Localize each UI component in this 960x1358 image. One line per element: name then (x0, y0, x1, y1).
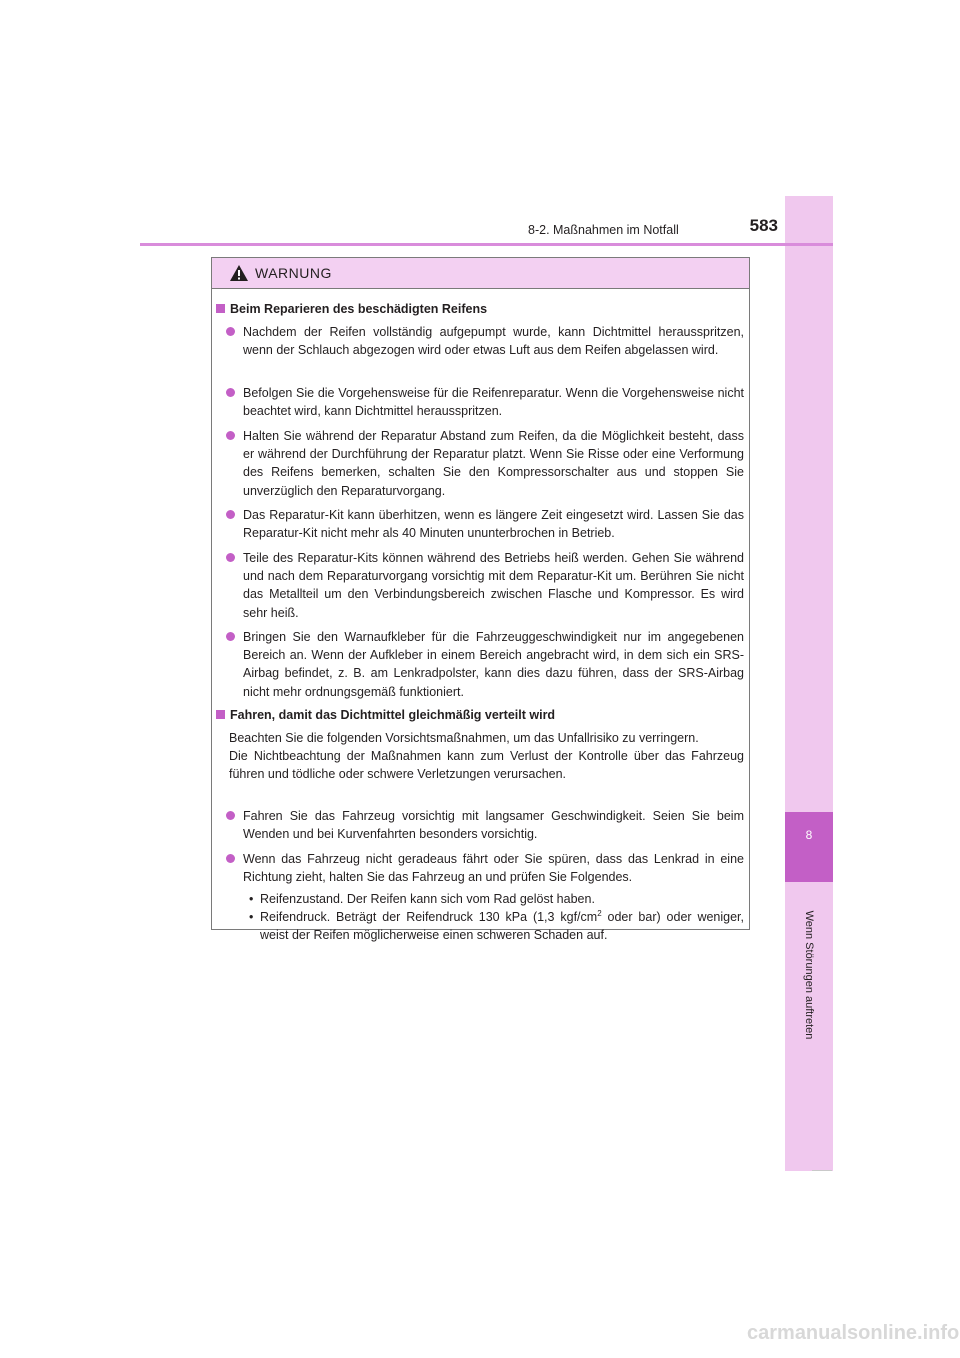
section-title: 8-2. Maßnahmen im Notfall (528, 223, 679, 237)
bullet-icon (226, 388, 235, 397)
intro-paragraph: Die Nichtbeachtung der Maßnahmen kann zum Verlust der Kontrolle über das Fahrzeug führen und tödliche oder schwere Verletzungen verursachen. (229, 749, 744, 782)
intro-paragraph: Beachten Sie die folgenden Vorsichtsmaßnahmen, um das Unfallrisiko zu verringern. (229, 731, 699, 745)
chapter-number: 8 (805, 828, 813, 842)
warning-title: WARNUNG (255, 265, 332, 281)
section-heading-driving: Fahren, damit das Dichtmittel gleichmäßig verteilt wird (216, 706, 555, 724)
square-bullet-icon (216, 710, 225, 719)
header-rule (140, 243, 833, 246)
sub-list-item: • Reifenzustand. Der Reifen kann sich vom Rad gelöst haben. (249, 890, 744, 908)
bullet-icon (226, 510, 235, 519)
bullet-icon (226, 632, 235, 641)
tab-divider (812, 1170, 832, 1171)
sub-list-item: • Reifendruck. Beträgt der Reifendruck 130 kPa (1,3 kgf/$cm^2$ oder bar) oder weniger, weist der Reifen möglicherweise einen schweren Schaden auf. (249, 908, 745, 943)
bullet-icon (226, 811, 235, 820)
chapter-marker (785, 812, 833, 882)
warning-header (212, 258, 749, 289)
list-item: Nachdem der Reifen vollständig aufgepumpt wurde, kann Dichtmittel herausspritzen, wenn der Schlauch abgezogen wird oder etwas Luft aus dem Reifen abgelassen wird. (226, 323, 744, 359)
list-item: Befolgen Sie die Vorgehensweise für die Reifenreparatur. Wenn die Vorgehensweise nicht beachtet wird, kann Dichtmittel herausspritzen. (226, 384, 744, 420)
list-item: Das Reparatur-Kit kann überhitzen, wenn es längere Zeit eingesetzt wird. Lassen Sie das Reparatur-Kit nicht mehr als 40 Minuten ununterbrochen in Betrieb. (226, 506, 744, 542)
bullet-icon (226, 553, 235, 562)
section-heading-repair: Beim Reparieren des beschädigten Reifens (216, 300, 487, 318)
intro-text (229, 729, 744, 784)
list-item: Halten Sie während der Reparatur Abstand zum Reifen, da die Möglichkeit besteht, dass er während der Durchführung der Reparatur platzt. Wenn Sie Risse oder eine Verformung des Reifens bemerken, schalten Sie den Kompressorschalter aus und stoppen Sie unverzüglich den Reparaturvorgang. (226, 427, 744, 500)
warning-box (211, 257, 750, 943)
list-item: Fahren Sie das Fahrzeug vorsichtig mit langsamer Geschwindigkeit. Seien Sie beim Wenden und bei Kurvenfahrten besonders vorsichtig. (226, 807, 744, 843)
list-item: Teile des Reparatur-Kits können während des Betriebs heiß werden. Gehen Sie während und nach dem Reparaturvorgang vorsichtig mit dem Reparatur-Kit um. Berühren Sie nicht das Metallteil um den Verbindungsbereich zwischen Flasche und Kompressor. Es wird sehr heiß. (226, 549, 744, 622)
list-item: Bringen Sie den Warnaufkleber für die Fahrzeuggeschwindigkeit nur im angegebenen Bereich an. Wenn der Aufkleber in einem Bereich angebracht wird, in dem sich ein SRS-Airbag befindet, z. B. am Lenkradpolster, kann dies dazu führen, dass der SRS-Airbag nicht mehr ordnungsgemäß funktioniert. (226, 628, 744, 701)
warning-triangle-icon (229, 264, 249, 282)
bullet-icon (226, 854, 235, 863)
page-number: 583 (749, 216, 778, 235)
bullet-icon (226, 327, 235, 336)
chapter-title: Wenn Störungen auftreten (803, 910, 815, 1040)
list-item: Wenn das Fahrzeug nicht geradeaus fährt oder Sie spüren, dass das Lenkrad in eine Richtung zieht, halten Sie das Fahrzeug an und prüfen Sie Folgendes. (226, 850, 744, 886)
bullet-icon (226, 431, 235, 440)
sub-bullet-marker: • (249, 892, 254, 906)
watermark: carmanualsonline.info (747, 1322, 960, 1344)
square-bullet-icon (216, 304, 225, 313)
sub-bullet-marker: • (249, 910, 254, 924)
